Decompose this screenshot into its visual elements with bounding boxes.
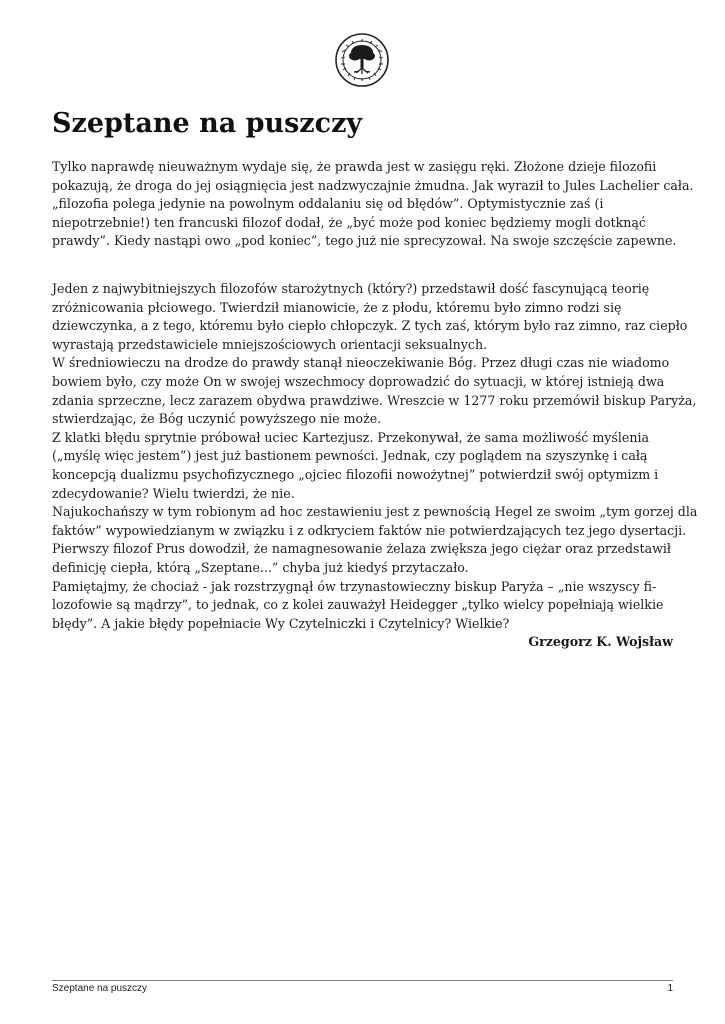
text-line: zdania sprzeczne, lecz zarazem obydwa prawdziwe. Wreszcie w 1277 roku przemówił biskup Paryża, (52, 392, 697, 408)
text-line: zróżnicowania płciowego. Twierdził mianowicie, że z płodu, któremu było zimno rodzi się (52, 299, 622, 315)
text-line: faktów” wypowiedzianym w związku i z odkryciem faktów nie potwierdzających tez jego dysertacji. (52, 522, 687, 538)
text-line: koncepcją dualizmu psychofizycznego „ojciec filozofii nowożytnej” potwierdził swój optymizm i (52, 466, 659, 482)
footer-title: Szeptane na puszczy (52, 983, 148, 994)
text-line: definicję ciepła, którą „Szeptane...” chyba już kiedyś przytaczało. (52, 559, 469, 575)
text-line: W średniowieczu na drodze do prawdy stanął nieoczekiwanie Bóg. Przez długi czas nie wiadomo (52, 355, 670, 371)
author-signature: Grzegorz K. Wojsław (528, 634, 673, 649)
text-line: niepotrzebnie!) ten francuski filozof dodał, że „być może pod koniec będziemy mogli dotknąć (52, 214, 646, 230)
text-line: zdecydowanie? Wielu twierdzi, że nie. (52, 485, 295, 501)
page-title: Szeptane na puszczy (52, 108, 363, 139)
text-line: Najukochańszy w tym robionym ad hoc zestawieniu jest z pewnością Hegel ze swoim „tym gorzej dla (52, 504, 698, 520)
text-line: bowiem było, czy może On w swojej wszechmocy doprowadzić do sytuacji, w której istnieją dwa (52, 373, 665, 389)
text-line: prawdy”. Kiedy nastąpi owo „pod koniec”, tego już nie sprecyzował. Na swoje szczęście zapewne. (52, 233, 677, 249)
text-line: Pierwszy filozof Prus dowodził, że namagnesowanie żelaza zwiększa jego ciężar oraz przedstawił (52, 541, 671, 557)
intro-paragraph (52, 158, 692, 251)
text-line: dziewczynka, a z tego, któremu było ciepło chłopczyk. Z tych zaś, którym było raz zimno, raz ciepło (52, 318, 688, 334)
text-line: Tylko naprawdę nieuważnym wydaje się, że prawda jest w zasięgu ręki. Złożone dzieje filozofii (52, 159, 657, 174)
tree-seal-icon (334, 32, 390, 88)
text-line: pokazują, że droga do jej osiągnięcia jest nadzwyczajnie żmudna. Jak wyraził to Jules Lachelier cała. (52, 177, 694, 193)
page-number: 1 (667, 983, 673, 994)
text-line: stwierdzając, że Bóg uczynić powyższego nie może. (52, 411, 382, 427)
text-line: błędy”. A jakie błędy popełniacie Wy Czytelniczki i Czytelnicy? Wielkie? (52, 615, 510, 631)
footer-divider (52, 980, 673, 981)
text-line: Pamiętajmy, że chociaż - jak rozstrzygnął ów trzynastowieczny biskup Paryża – „nie wszyscy fi- (52, 578, 657, 594)
text-line: („myślę więc jestem”) jest już bastionem pewności. Jednak, czy poglądem na szyszynkę i całą (52, 448, 648, 464)
body-paragraph (52, 280, 698, 633)
text-line: Jeden z najwybitniejszych filozofów starożytnych (który?) przedstawił dość fascynującą teorię (52, 281, 650, 296)
text-line: wyrastają przedstawiciele mniejszościowych orientacji seksualnych. (52, 336, 488, 352)
text-line: „filozofia polega jedynie na powolnym oddalaniu się od błędów”. Optymistycznie zaś (i (52, 196, 604, 212)
text-line: Z klatki błędu sprytnie próbował uciec Kartezjusz. Przekonywał, że sama możliwość myślenia (52, 429, 649, 445)
text-line: lozofowie są mądrzy”, to jednak, co z kolei zauważył Heidegger „tylko wielcy popełniają wielkie (52, 597, 664, 613)
